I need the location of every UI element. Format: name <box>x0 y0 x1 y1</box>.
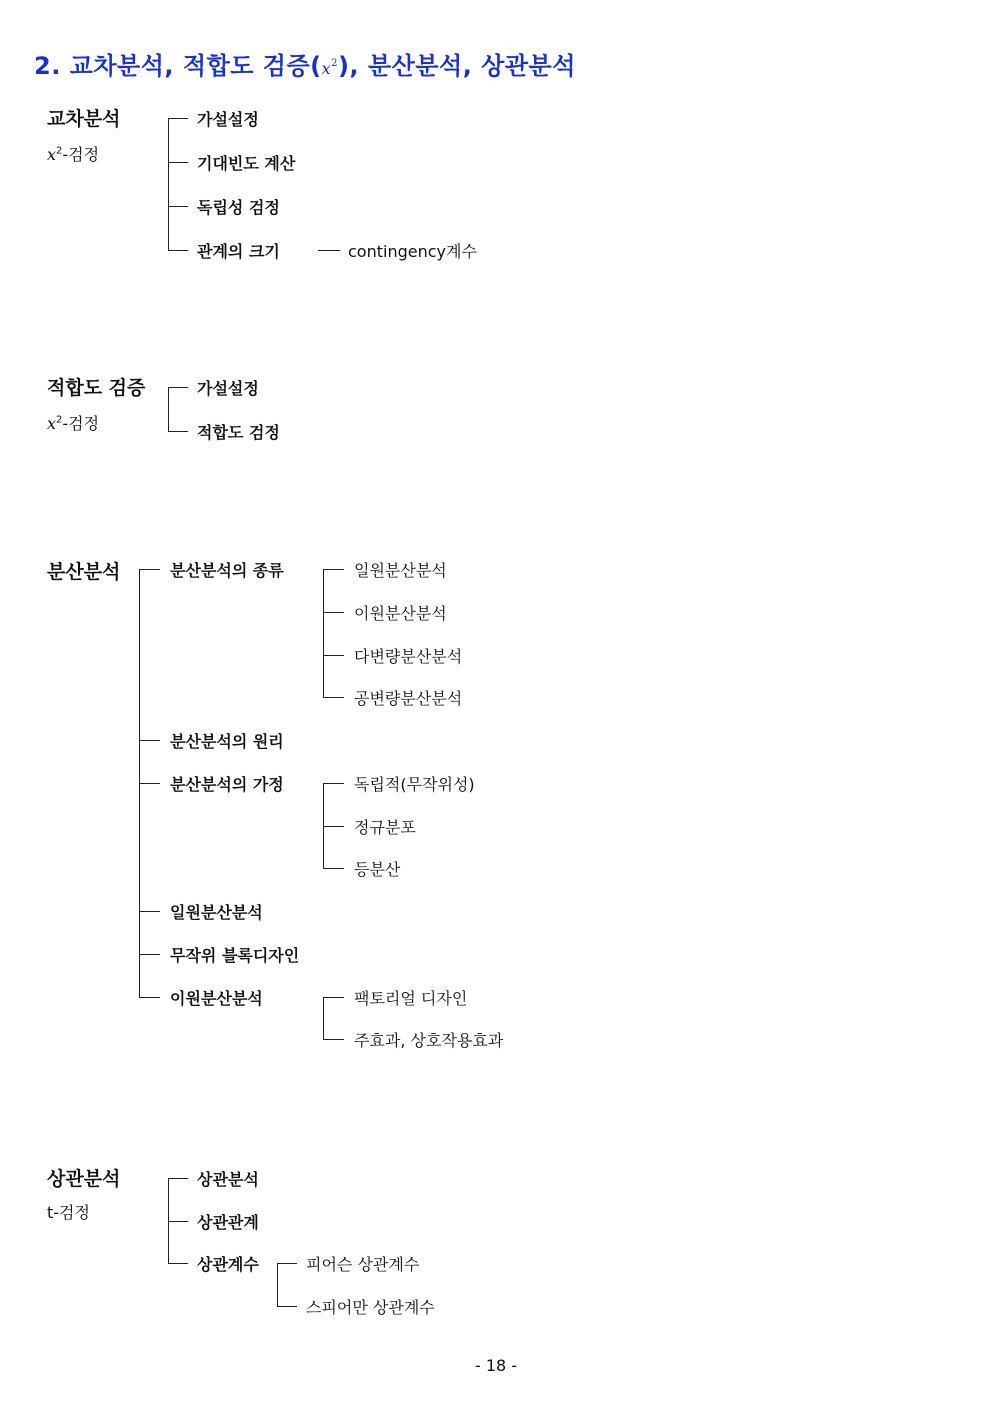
anova-branch-1 <box>139 569 160 570</box>
anova-assumptions-branch <box>323 826 344 827</box>
anova-assumptions-branch <box>323 868 344 869</box>
anova-types-bracket <box>323 569 324 698</box>
anova-twoway-item: 팩토리얼 디자인 <box>354 989 468 1008</box>
cross-item: 기대빈도 계산 <box>197 154 296 173</box>
anova-item: 분산분석의 원리 <box>170 732 284 751</box>
page-title <box>34 46 576 81</box>
anova-types-branch <box>323 569 344 570</box>
anova-type: 이원분산분석 <box>354 604 447 623</box>
anova-branch-4 <box>139 911 160 912</box>
cross-branch-1 <box>168 118 188 119</box>
corr-coef: 피어슨 상관계수 <box>306 1255 420 1274</box>
fit-heading: 적합도 검증 <box>47 377 146 399</box>
anova-item: 이원분산분석 <box>170 989 263 1008</box>
anova-types-branch <box>323 655 344 656</box>
anova-assumptions-branch <box>323 783 344 784</box>
anova-branch-2 <box>139 740 160 741</box>
title-suffix: ), 분산분석, 상관분석 <box>338 52 576 80</box>
fit-item: 가설설정 <box>197 379 259 398</box>
anova-item: 분산분석의 가정 <box>170 775 284 794</box>
cross-item: 가설설정 <box>197 110 259 129</box>
fit-subtitle: $x^2-$검정 <box>47 414 100 433</box>
anova-type: 다변량분산분석 <box>354 647 463 666</box>
contingency-label: contingency계수 <box>348 242 477 261</box>
corr-branch-3 <box>168 1263 188 1264</box>
corr-item: 상관관계 <box>197 1213 259 1232</box>
cross-branch-4 <box>168 250 188 251</box>
corr-item: 상관계수 <box>197 1255 259 1274</box>
corr-branch-1 <box>168 1178 188 1179</box>
anova-twoway-branch <box>323 1039 344 1040</box>
fit-branch-2 <box>168 431 188 432</box>
title-prefix: 2. 교차분석, 적합도 검증( <box>34 52 322 80</box>
cross-branch-3 <box>168 206 188 207</box>
anova-heading: 분산분석 <box>47 561 121 583</box>
corr-coef-bracket <box>277 1263 278 1306</box>
fit-branch-1 <box>168 387 188 388</box>
anova-twoway-item: 주효과, 상호작용효과 <box>354 1031 504 1050</box>
page-number: - 18 - <box>474 1356 518 1375</box>
anova-type: 공변량분산분석 <box>354 689 463 708</box>
fit-bracket-vertical <box>168 387 169 432</box>
title-chi-symbol: $x^2$ <box>321 58 339 78</box>
anova-twoway-bracket <box>323 997 324 1040</box>
cross-item: 관계의 크기 <box>197 242 280 261</box>
corr-subtitle: t-검정 <box>47 1203 90 1222</box>
anova-item: 분산분석의 종류 <box>170 561 284 580</box>
anova-branch-5 <box>139 954 160 955</box>
anova-assumption: 정규분포 <box>354 818 416 837</box>
cross-subtitle: $x^2-$검정 <box>47 145 100 164</box>
anova-item: 무작위 블록디자인 <box>170 946 300 965</box>
cross-heading: 교차분석 <box>47 108 121 130</box>
fit-item: 적합도 검정 <box>197 423 280 442</box>
cross-item: 독립성 검정 <box>197 198 280 217</box>
corr-heading: 상관분석 <box>47 1168 121 1190</box>
anova-type: 일원분산분석 <box>354 561 447 580</box>
anova-assumption: 등분산 <box>354 860 401 879</box>
anova-types-branch <box>323 612 344 613</box>
cross-branch-2 <box>168 162 188 163</box>
anova-twoway-branch <box>323 997 344 998</box>
cross-bracket-vertical <box>168 118 169 250</box>
anova-types-branch <box>323 697 344 698</box>
corr-coef-branch <box>277 1306 297 1307</box>
corr-branch-2 <box>168 1221 188 1222</box>
anova-assumption: 독립적(무작위성) <box>354 775 475 794</box>
corr-item: 상관분석 <box>197 1170 259 1189</box>
corr-coef-branch <box>277 1263 297 1264</box>
anova-item: 일원분산분석 <box>170 903 263 922</box>
anova-branch-6 <box>139 997 160 998</box>
corr-coef: 스피어만 상관계수 <box>306 1298 435 1317</box>
contingency-connector <box>318 250 340 251</box>
anova-branch-3 <box>139 783 160 784</box>
